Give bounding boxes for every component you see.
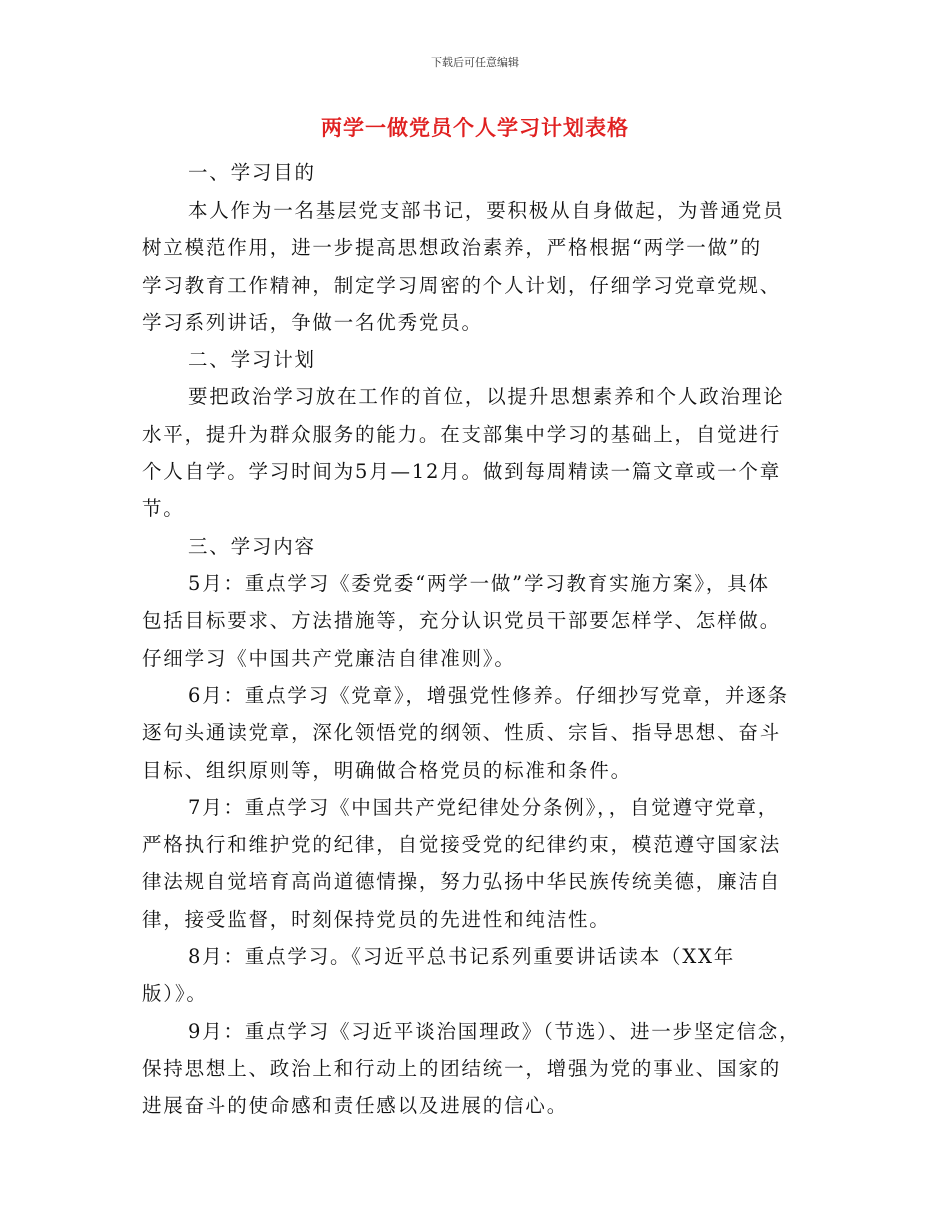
paragraph-line: 进展奋斗的使命感和责任感以及进展的信心。 <box>142 1094 569 1117</box>
paragraph-line: 版）》。 <box>142 982 208 1005</box>
header-note: 下载后可任意编辑 <box>431 56 519 69</box>
section-heading-plan: 二、学习计划 <box>188 348 316 371</box>
paragraph-line: 5月：重点学习《委党委“两学一做”学习教育实施方案》，具体 <box>188 572 770 595</box>
paragraph-line: 学习教育工作精神，制定学习周密的个人计划，仔细学习党章党规、 <box>142 274 782 297</box>
paragraph-line: 7月：重点学习《中国共产党纪律处分条例》，，自觉遵守党章， <box>188 796 780 819</box>
paragraph-line: 8月：重点学习。《习近平总书记系列重要讲话读本（XX年 <box>188 945 736 968</box>
paragraph-line: 要把政治学习放在工作的首位，以提升思想素养和个人政治理论 <box>188 385 785 408</box>
paragraph-line: 保持思想上、政治上和行动上的团结统一，增强为党的事业、国家的 <box>142 1057 782 1080</box>
paragraph-line: 律法规自觉培育高尚道德情操，努力弘扬中华民族传统美德，廉洁自 <box>142 870 782 893</box>
paragraph-line: 仔细学习《中国共产党廉洁自律准则》。 <box>142 647 516 670</box>
paragraph-line: 水平，提升为群众服务的能力。在支部集中学习的基础上，自觉进行 <box>142 423 782 446</box>
paragraph-line: 包括目标要求、方法措施等，充分认识党员干部要怎样学、怎样做。 <box>142 609 782 632</box>
paragraph-line: 律，接受监督，时刻保持党员的先进性和纯洁性。 <box>142 908 611 931</box>
paragraph-line: 学习系列讲话，争做一名优秀党员。 <box>142 311 483 334</box>
paragraph-line: 树立模范作用，进一步提高思想政治素养，严格根据“两学一做”的 <box>142 236 762 259</box>
paragraph-line: 本人作为一名基层党支部书记，要积极从自身做起，为普通党员 <box>188 199 785 222</box>
paragraph-line: 个人自学。学习时间为5月—12月。做到每周精读一篇文章或一个章 <box>142 460 782 483</box>
paragraph-line: 节。 <box>142 497 185 520</box>
paragraph-line: 逐句头通读党章，深化领悟党的纲领、性质、宗旨、指导思想、奋斗 <box>142 721 782 744</box>
section-heading-purpose: 一、学习目的 <box>188 161 316 184</box>
paragraph-line: 6月：重点学习《党章》，增强党性修养。仔细抄写党章，并逐条 <box>188 684 789 707</box>
paragraph-line: 9月：重点学习《习近平谈治国理政》（节选）、进一步坚定信念， <box>188 1020 801 1043</box>
document-title: 两学一做党员个人学习计划表格 <box>321 115 629 140</box>
paragraph-line: 目标、组织原则等，明确做合格党员的标准和条件。 <box>142 759 632 782</box>
section-heading-content: 三、学习内容 <box>188 535 316 558</box>
paragraph-line: 严格执行和维护党的纪律，自觉接受党的纪律约束，模范遵守国家法 <box>142 833 782 856</box>
